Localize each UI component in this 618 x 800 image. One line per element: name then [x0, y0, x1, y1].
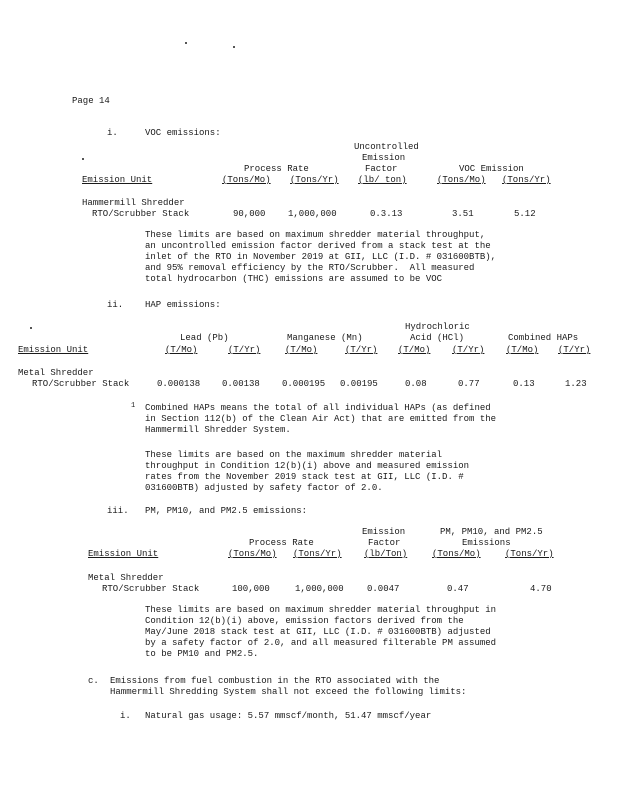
hap-sub-combined-yr: (T/Yr): [558, 345, 591, 355]
hap-sub-hcl-yr: (T/Yr): [452, 345, 485, 355]
voc-col-emission-mo: (Tons/Mo): [437, 175, 486, 185]
voc-col-uncontrolled-1: Uncontrolled: [354, 142, 419, 152]
pm-heading: PM, PM10, and PM2.5 emissions:: [145, 506, 308, 516]
voc-note: These limits are based on maximum shredder material throughput, an uncontrolled emission factor derived from a stack test at the inlet of the RTO in November 2019 at GII, LLC (I.D. # 031600BTB), and 95% removal efficiency by the RTO/Scrubber. All measured total hydrocarbon (THC) emissions are assumed to be VOC: [145, 230, 497, 284]
pm-val-emissions-yr: 4.70: [530, 584, 552, 594]
voc-col-emission: VOC Emission: [459, 164, 524, 174]
hap-val-mn-yr: 0.00195: [340, 379, 378, 389]
pm-row-sub: RTO/Scrubber Stack: [102, 584, 200, 594]
hap-val-combined-yr: 1.23: [565, 379, 587, 389]
scan-speck: [30, 327, 32, 329]
voc-row-name: Hammermill Shredder: [82, 198, 185, 208]
page-label: Page 14: [72, 96, 110, 106]
scan-speck: [185, 42, 187, 44]
natural-gas-text: Natural gas usage: 5.57 mmscf/month, 51.47 mmscf/year: [145, 711, 432, 721]
scan-speck: [233, 46, 235, 48]
hap-sub-combined-mo: (T/Mo): [506, 345, 539, 355]
pm-col-emissions-mo: (Tons/Mo): [432, 549, 481, 559]
hap-col-combined: Combined HAPs: [508, 333, 579, 343]
pm-val-emissions-mo: 0.47: [447, 584, 469, 594]
section-c-marker: c.: [88, 676, 99, 686]
voc-heading: VOC emissions:: [145, 128, 221, 138]
pm-note: These limits are based on maximum shredder material throughput in Condition 12(b)(i) above, emission factors derived from the May/June 2018 stack test at GII, LLC (I.D. # 031600BTB) adjusted by a safety factor of 2.0, and all measured filterable PM assumed to be PM10 and PM2.5.: [145, 605, 497, 659]
voc-row-sub: RTO/Scrubber Stack: [92, 209, 190, 219]
hap-col-unit: Emission Unit: [18, 345, 89, 355]
natural-gas-marker: i.: [120, 711, 131, 721]
pm-col-factor-3: (lb/Ton): [364, 549, 408, 559]
hap-col-mn: Manganese (Mn): [287, 333, 363, 343]
pm-col-emissions-2: Emissions: [462, 538, 511, 548]
hap-sub-mn-mo: (T/Mo): [285, 345, 318, 355]
hap-row-name: Metal Shredder: [18, 368, 94, 378]
pm-col-unit: Emission Unit: [88, 549, 159, 559]
pm-marker: iii.: [107, 506, 129, 516]
voc-val-process-mo: 90,000: [233, 209, 266, 219]
voc-col-uncontrolled-3: Factor: [365, 164, 398, 174]
hap-val-hcl-yr: 0.77: [458, 379, 480, 389]
hap-note: These limits are based on the maximum shredder material throughput in Condition 12(b)(i) above and measured emission rates from the November 2019 stack test at GII, LLC (I.D. # 031600BTB) adjusted by safety factor of 2.0.: [145, 450, 470, 493]
voc-marker: i.: [107, 128, 118, 138]
hap-val-lead-yr: 0.00138: [222, 379, 260, 389]
pm-row-name: Metal Shredder: [88, 573, 164, 583]
voc-col-uncontrolled-4: (lb/ ton): [358, 175, 407, 185]
pm-val-process-mo: 100,000: [232, 584, 270, 594]
voc-val-process-yr: 1,000,000: [288, 209, 337, 219]
voc-val-emission-yr: 5.12: [514, 209, 536, 219]
pm-val-process-yr: 1,000,000: [295, 584, 344, 594]
hap-sub-lead-yr: (T/Yr): [228, 345, 261, 355]
hap-col-hcl-2: Acid (HCl): [410, 333, 465, 343]
pm-col-factor-2: Factor: [368, 538, 401, 548]
voc-col-process-mo: (Tons/Mo): [222, 175, 271, 185]
voc-col-uncontrolled-2: Emission: [362, 153, 406, 163]
hap-val-mn-mo: 0.000195: [282, 379, 326, 389]
hap-marker: ii.: [107, 300, 124, 310]
pm-col-emissions-1: PM, PM10, and PM2.5: [440, 527, 543, 537]
pm-col-emissions-yr: (Tons/Yr): [505, 549, 554, 559]
pm-col-process: Process Rate: [249, 538, 314, 548]
section-c-text: Emissions from fuel combustion in the RTO associated with the Hammermill Shredding System shall not exceed the following limits:: [110, 676, 467, 697]
voc-col-process-yr: (Tons/Yr): [290, 175, 339, 185]
pm-col-process-mo: (Tons/Mo): [228, 549, 277, 559]
hap-heading: HAP emissions:: [145, 300, 221, 310]
hap-footnote-mark: 1: [131, 402, 136, 410]
voc-val-emission-mo: 3.51: [452, 209, 474, 219]
hap-footnote: Combined HAPs means the total of all individual HAPs (as defined in Section 112(b) of the Clean Air Act) that are emitted from the Hammermill Shredder System.: [145, 403, 497, 435]
hap-val-lead-mo: 0.000138: [157, 379, 201, 389]
scan-speck: [82, 158, 84, 160]
hap-sub-lead-mo: (T/Mo): [165, 345, 198, 355]
voc-col-emission-yr: (Tons/Yr): [502, 175, 551, 185]
hap-sub-hcl-mo: (T/Mo): [398, 345, 431, 355]
hap-val-hcl-mo: 0.08: [405, 379, 427, 389]
hap-col-lead: Lead (Pb): [180, 333, 229, 343]
voc-col-process: Process Rate: [244, 164, 309, 174]
voc-col-unit: Emission Unit: [82, 175, 153, 185]
voc-val-factor: 0.3.13: [370, 209, 403, 219]
hap-row-sub: RTO/Scrubber Stack: [32, 379, 130, 389]
hap-col-hcl-1: Hydrochloric: [405, 322, 470, 332]
pm-col-factor-1: Emission: [362, 527, 406, 537]
pm-col-process-yr: (Tons/Yr): [293, 549, 342, 559]
hap-val-combined-mo: 0.13: [513, 379, 535, 389]
pm-val-factor: 0.0047: [367, 584, 400, 594]
hap-sub-mn-yr: (T/Yr): [345, 345, 378, 355]
